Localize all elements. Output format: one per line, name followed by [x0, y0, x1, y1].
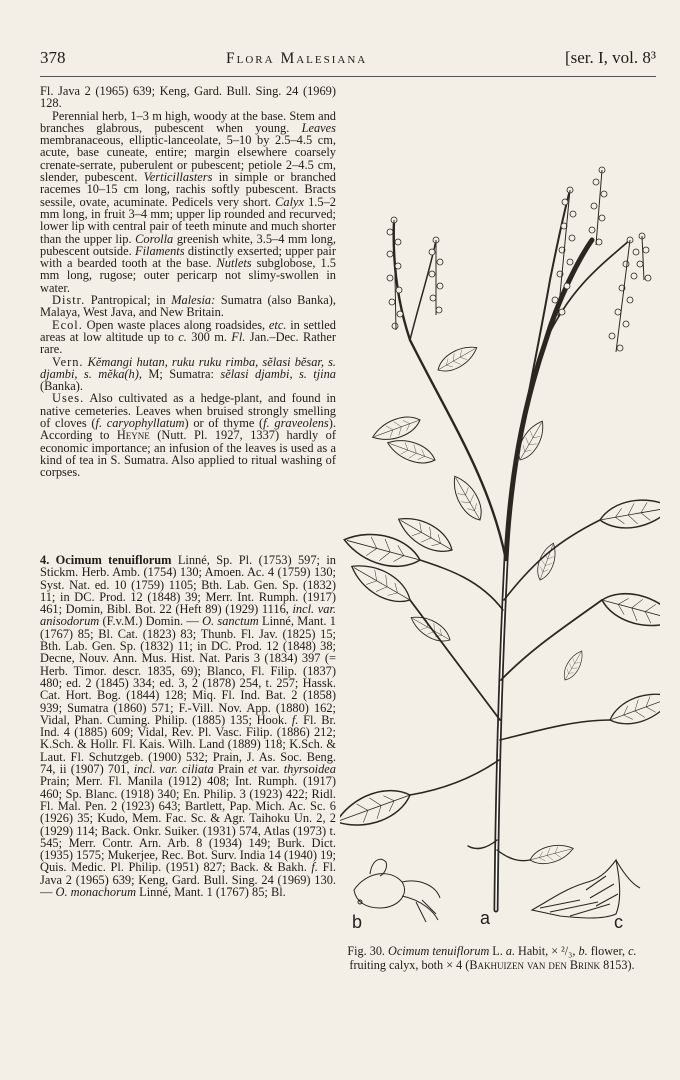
- italic-run: c.: [178, 329, 187, 344]
- italic-run: Ocimum tenuiflorum: [388, 944, 490, 958]
- section-head: Vern.: [52, 354, 84, 369]
- text-run: flower,: [587, 944, 629, 958]
- italic-run: a.: [505, 944, 515, 958]
- text-run: M; Sumatra:: [141, 366, 221, 381]
- text-run: Prain: [213, 762, 249, 777]
- italic-run: f. graveolens: [263, 416, 329, 431]
- species-number: 4.: [40, 553, 56, 567]
- text-run: in simple or branched racemes 10–15 cm long, rachis softly pubescent. Bracts sessile, ovate, acuminate. Pedicels very short.: [40, 170, 336, 209]
- key-term: Calyx: [275, 194, 305, 209]
- page-number: 378: [40, 48, 66, 67]
- text-run: Prain; Merr. Fl. Manila (1912) 408; Int. Rumph. (1917) 460; Sp. Blanc. (1918) 340; En. Philip. 3 (1923) 422; Ridl. Fl. Mal. Pen. 2 (1923) 643; Bartlett, Pap. Mich. Ac. Sc. 6 (1926) 35; Kudo, Mem. Fac. Sc. & Agr. Taihoku Un. 2, 2 (1929) 114; Back. Onkr. Suiker. (1931) 574, Atlas (1973) t. 545; Merr. Contr. Arn. Arb. 8 (1934) 149; Burk. Dict. (1935) 1575; Mukerjee, Rec. Bot. Surv. India 14 (1940) 19; Quis. Medic. Pl. Philip. (1951) 827; Back. & Bakh.: [40, 774, 336, 875]
- description-column: [40, 85, 336, 479]
- italic-run: Fl.: [231, 329, 246, 344]
- text-run: 1.5–2 mm long, in fruit 3–4 mm; upper lip rounded and recurved; lower lip with central pair of teeth minute and much shorter than the upper lip.: [40, 194, 336, 246]
- label-a: a: [480, 908, 491, 928]
- text-run: in settled areas at low altitude up to: [40, 317, 336, 344]
- ecology-paragraph: [40, 319, 336, 356]
- italic-run: etc.: [268, 317, 287, 332]
- text-run: Linné, Mant. 1 (1767) 85; Bl.: [136, 885, 286, 900]
- label-b: b: [352, 912, 363, 932]
- vernacular-paragraph: [40, 356, 336, 393]
- text-run: (Nutt. Pl. 1927, 1337) hardly of economic importance; an infusion of the leaves is used as a kind of tea in S. Sumatra. Also applied to ritual washing of corpses.: [40, 428, 336, 480]
- text-run: Jan.–Dec. Rather rare.: [40, 329, 336, 357]
- distribution-paragraph: [40, 294, 336, 319]
- key-term: Nutlets: [216, 256, 252, 271]
- section-head: Uses.: [52, 391, 85, 406]
- text-run: Linné, Sp. Pl. (1753) 597; in Stickm. Herb. Amb. (1754) 130; Amoen. Ac. 4 (1759) 130; Syst. Nat. ed. 10 (1759) 1105; Bth. Lab. Gen. Sp. (1832) 11; in DC. Prod. 12 (1848) 39; Merr. Int. Rumph. (1917) 461; Domin, Bibl. Bot. 22 (Heft 89) (1929) 1116,: [40, 553, 337, 617]
- text-run: Also cultivated as a hedge-plant, and found in native cemeteries. Leaves when bruised strongly smelling of cloves (: [40, 391, 336, 431]
- text-run: 300 m.: [186, 329, 232, 344]
- reference-continuation: Fl. Java 2 (1965) 639; Keng, Gard. Bull. Sing. 24 (1969) 128.: [40, 84, 336, 111]
- author-name: Heyne: [116, 428, 150, 443]
- species-entry: [40, 554, 336, 898]
- key-term: Filaments: [135, 243, 185, 258]
- text-run: subglobose, 1.5 mm long, rugose; outer pericarp not slimy-swollen in water.: [40, 256, 336, 295]
- text-run: greenish white, 3.5–4 mm long, pubescent outside.: [40, 231, 336, 258]
- botanical-illustration: [340, 160, 660, 940]
- key-term: Corolla: [135, 231, 174, 246]
- section-head: Ecol.: [52, 317, 83, 332]
- italic-run: f.: [311, 860, 318, 875]
- italic-run: thyrsoidea: [283, 762, 336, 777]
- italic-run: f. caryophyllatum: [95, 416, 185, 431]
- species-name: Ocimum tenuiflorum: [55, 553, 172, 567]
- text-run: membranaceous, elliptic-lanceolate, 5–10 by 2.5–4.5 cm, acute, base cuneate, entire; margin elsewhere coarsely crenate-serrate, puberulent or pubescent; petiole 2–4.5 cm, slender, pubescent.: [40, 133, 336, 185]
- label-c: c: [614, 912, 623, 932]
- text-run: (Banka).: [40, 379, 84, 394]
- text-run: Open waste places along roadsides,: [82, 317, 269, 332]
- running-header: [40, 48, 656, 70]
- journal-title: Flora Malesiana: [226, 50, 368, 67]
- header-rule: [40, 76, 656, 77]
- figure-caption: [342, 945, 642, 972]
- text-run: Perennial herb, 1–3 m high, woody at the base. Stem and branches glabrous, pubescent when young.: [40, 108, 336, 135]
- italic-run: sĕlasi djambi, s. tjina: [220, 366, 336, 381]
- text-run: ). According to: [40, 416, 336, 443]
- italic-run: b.: [578, 944, 588, 958]
- text-run: Habit, × ²/₃,: [514, 944, 579, 958]
- collector-name: Bakhuizen van den Brink: [469, 957, 601, 972]
- text-run: Linné, Mant. 1 (1767) 85; Bl. Cat. (1823) 83; Thunb. Fl. Jav. (1825) 15; Bth. Lab. Gen. Sp. (1832) 11; in DC. Prod. 12 (1848) 38; Decne, Nouv. Ann. Mus. Hist. Nat. Paris 3 (1834) 397 (= Herb. Timor. descr. 1835, 69); Blanco, Fl. Filip. (1837) 480; ed. 2 (1845) 334; ed. 3, 2 (1878) 254, t. 257; Hassk. Cat. Hort. Bog. (1844) 128; Miq. Fl. Ind. Bat. 2 (1858) 939; Sumatra (1860) 571; F.-Vill. Nov. App. (1880) 162; Vidal, Phan. Cuming. Philip. (1885) 135; Hook.: [40, 614, 336, 727]
- flower-detail: [354, 859, 440, 922]
- italic-run: incl. var. ciliata: [133, 762, 214, 777]
- text-run: Fl. Br. Ind. 4 (1885) 609; Vidal, Rev. Pl. Vasc. Filip. (1886) 212; K.Sch. & Hollr. Fl. Kais. Wilh. Land (1889) 118; K.Sch. & Laut. Fl. Schutzgeb. (1900) 532; Prain, J. As. Soc. Beng. 74, ii (1907) 701,: [40, 712, 336, 777]
- text-run: 8153).: [600, 957, 635, 972]
- text-run: distinctly exserted; upper pair with a bearded tooth at the base.: [40, 243, 336, 271]
- morphology-paragraph: [40, 110, 336, 294]
- italic-run: Kĕmangi hutan, ruku ruku rimba, sĕlasi bĕsar, s. djambi, s. mĕka(h),: [40, 354, 336, 381]
- text-run: L.: [489, 944, 506, 958]
- italic-run: incl. var. anisodorum: [40, 602, 336, 629]
- key-term: Verticillasters: [143, 170, 213, 185]
- text-run: (F.v.M.) Domin. —: [99, 614, 203, 629]
- italic-run: f.: [291, 712, 299, 727]
- text-run: Fl. Java 2 (1965) 639; Keng, Gard. Bull. Sing. 24 (1969) 130. —: [40, 860, 336, 900]
- plant-drawing: [340, 160, 660, 940]
- text-run: ) or of thyme (: [184, 416, 264, 431]
- section-head: Distr.: [52, 293, 86, 308]
- italic-run: O. monachorum: [55, 885, 137, 900]
- text-run: fruiting calyx, both × 4 (: [349, 957, 470, 972]
- italic-run: Malesia:: [171, 293, 216, 308]
- uses-paragraph: [40, 392, 336, 478]
- italic-run: O. sanctum: [202, 614, 259, 629]
- species-synonymy: [40, 554, 336, 898]
- series-volume: [ser. I, vol. 8³: [564, 48, 656, 67]
- key-term: Leaves: [301, 120, 336, 135]
- text-run: Fig. 30.: [347, 944, 389, 958]
- italic-run: et: [248, 762, 258, 777]
- text-run: Pantropical; in: [85, 293, 172, 308]
- italic-run: c.: [628, 944, 637, 958]
- text-run: var.: [257, 762, 284, 777]
- fruiting-calyx-detail: [532, 860, 640, 918]
- text-run: Sumatra (also Banka), Malaya, West Java, and New Britain.: [40, 293, 336, 320]
